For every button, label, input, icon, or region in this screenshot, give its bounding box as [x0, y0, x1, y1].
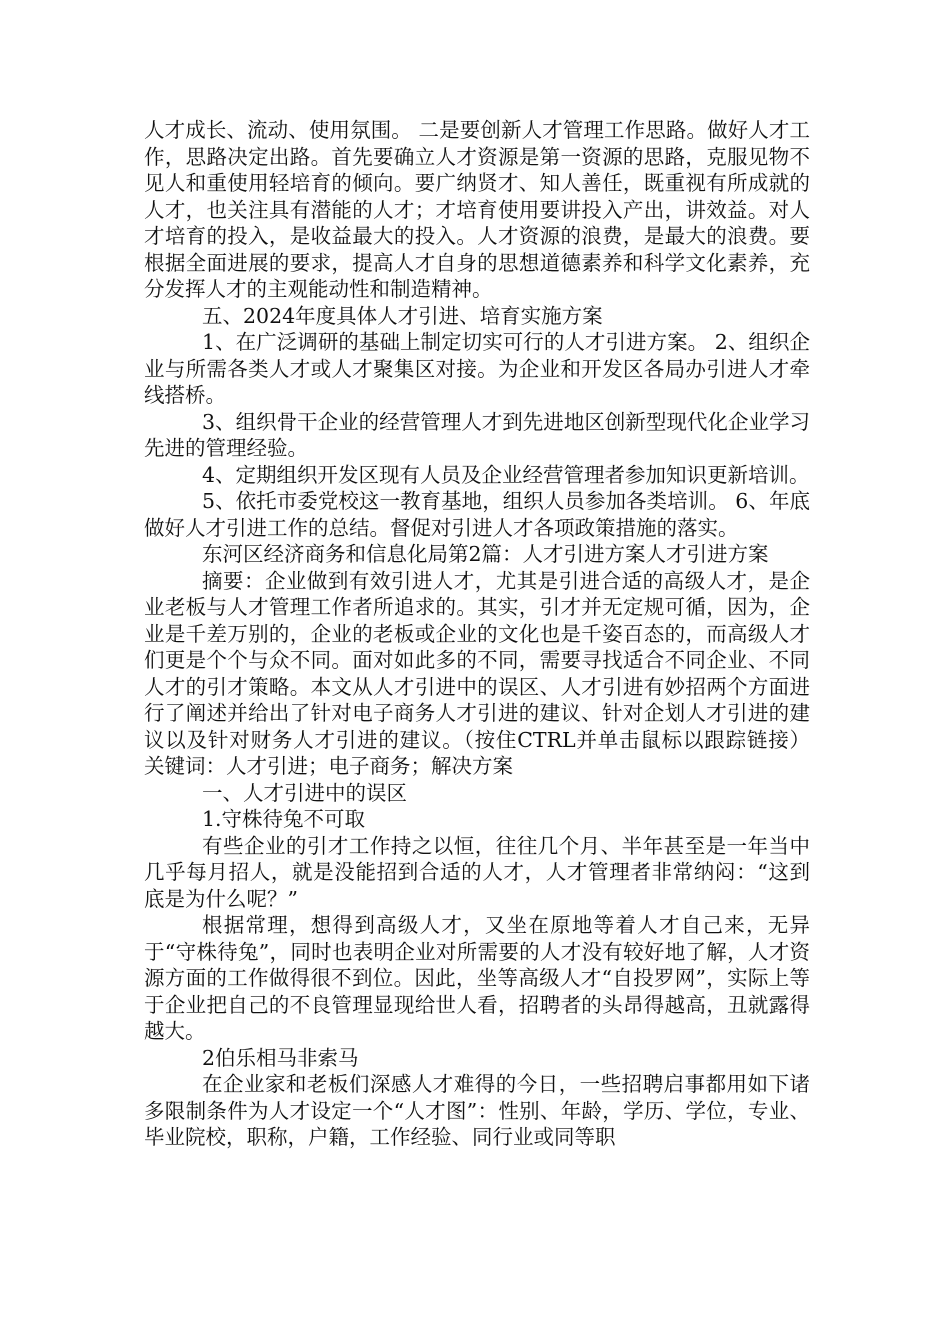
paragraph-plan-item-1-2: 1、在广泛调研的基础上制定切实可行的人才引进方案。 2、组织企业与所需各类人才或人才聚集区对接。为企业和开发区各局办引进人才牵线搭桥。 [144, 330, 810, 407]
paragraph-talent-management: 人才成长、流动、使用氛围。 二是要创新人才管理工作思路。做好人才工作，思路决定出路。首先要确立人才资源是第一资源的思路，克服见物不见人和重使用轻培育的倾向。要广纳贤才、知人善任，既重视有所成就的人才，也关注具有潜能的人才；才培育使用要讲投入产出，讲效益。对人才培育的投入，是收益最大的投入。人才资源的浪费，是最大的浪费。要根据全面进展的要求，提高人才自身的思想道德素养和科学文化素养，充分发挥人才的主观能动性和制造精神。 [144, 118, 810, 301]
paragraph-recruitment-example: 有些企业的引才工作持之以恒，往往几个月、半年甚至是一年当中几乎每月招人，就是没能招到合适的人才，人才管理者非常纳闷：“这到底是为什么呢？” [144, 833, 810, 911]
subheading-waiting-for-rabbit: 1.守株待兔不可取 [202, 807, 366, 831]
subheading-bole-horse: 2伯乐相马非索马 [202, 1045, 359, 1070]
paragraph-plan-item-4: 4、定期组织开发区现有人员及企业经营管理者参加知识更新培训。 [202, 462, 810, 487]
section-heading-implementation-plan: 五、2024年度具体人才引进、培育实施方案 [202, 303, 603, 328]
paragraph-abstract: 摘要：企业做到有效引进人才，尤其是引进合适的高级人才，是企业老板与人才管理工作者所追求的。其实，引才并无定规可循，因为，企业是千差万别的，企业的老板或企业的文化也是千姿百态的，而高级人才们更是个个与众不同。面对如此多的不同，需要寻找适合不同企业、不同人才的引才策略。本文从人才引进中的误区、人才引进有妙招两个方面进行了阐述并给出了针对电子商务人才引进的建议、针对企划人才引进的建议以及针对财务人才引进的建议。（按住CTRL并单击鼠标以跟踪链接） 关键词：人才引进；电子商务；解决方案 [144, 568, 810, 778]
paragraph-recruitment-conditions: 在企业家和老板们深感人才难得的今日，一些招聘启事都用如下诸多限制条件为人才设定一个“人才图”：性别、年龄，学历、学位，专业、毕业院校，职称，户籍，工作经验、同行业或同等职 [144, 1072, 810, 1149]
paragraph-plan-item-5-6: 5、依托市委党校这一教育基地，组织人员参加各类培训。 6、年底做好人才引进工作的总结。督促对引进人才各项政策措施的落实。 [144, 489, 810, 540]
document-title-part-2: 东河区经济商务和信息化局第2篇：人才引进方案人才引进方案 [202, 542, 769, 566]
paragraph-plan-item-3: 3、组织骨干企业的经营管理人才到先进地区创新型现代化企业学习先进的管理经验。 [144, 409, 810, 460]
paragraph-common-sense: 根据常理，想得到高级人才，又坐在原地等着人才自己来，无异于“守株待兔”，同时也表明企业对所需要的人才没有较好地了解，人才资源方面的工作做得很不到位。因此，坐等高级人才“自投罗网”，实际上等于企业把自己的不良管理显现给世人看，招聘者的头昂得越高，丑就露得越大。 [144, 913, 810, 1043]
section-heading-misconceptions: 一、人才引进中的误区 [202, 780, 407, 805]
document-body [144, 117, 810, 1151]
